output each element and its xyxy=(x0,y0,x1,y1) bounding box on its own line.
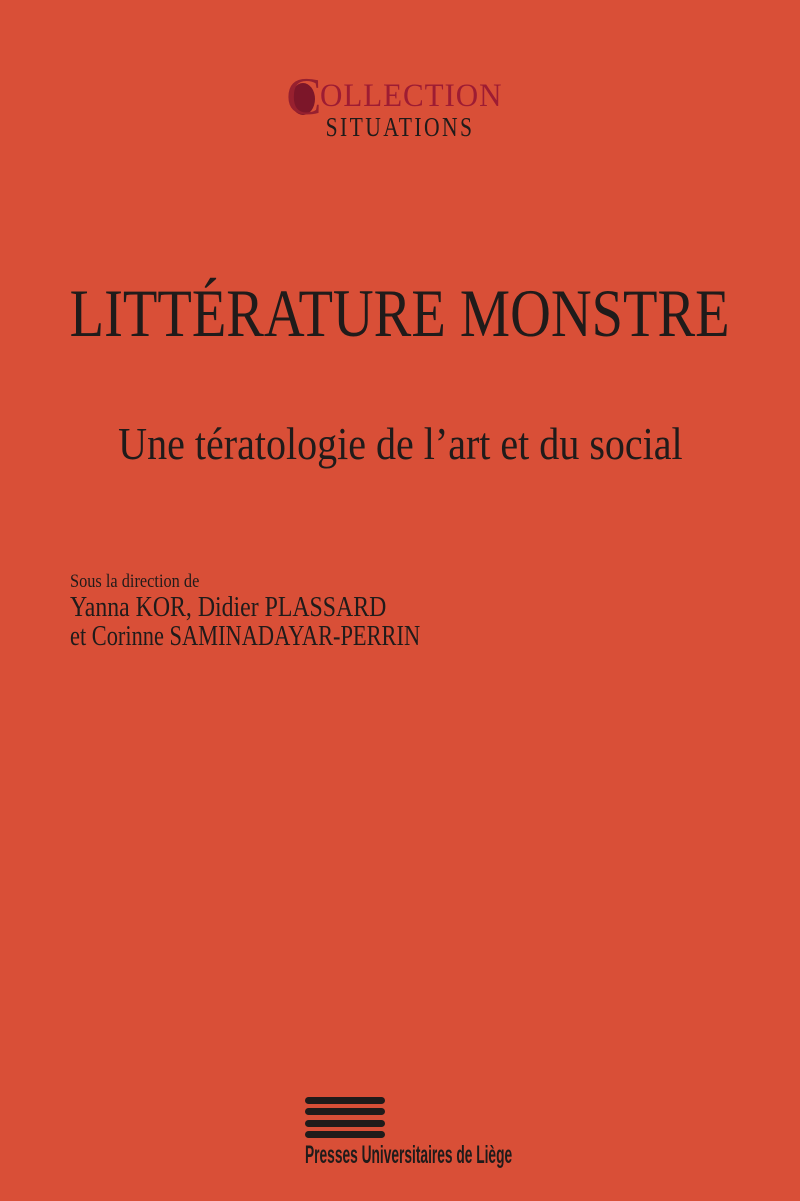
publisher-block xyxy=(305,1097,682,1170)
book-subtitle: Une tératologie de l’art et du social xyxy=(117,418,683,469)
editors-line-1-text: Yanna KOR, Didier PLASSARD xyxy=(70,592,387,623)
four-bars-logo-icon xyxy=(305,1097,682,1138)
editors-intro-text: Sous la direction de xyxy=(70,571,200,592)
editors-intro xyxy=(70,570,508,593)
collection-wordmark xyxy=(286,63,514,126)
logo-bar xyxy=(305,1131,385,1138)
editors-line-2-text: et Corinne SAMINADAYAR-PERRIN xyxy=(70,621,421,652)
collection-mark xyxy=(0,63,800,126)
editors-block xyxy=(70,570,508,651)
series-name-row xyxy=(0,114,800,141)
editors-line-1 xyxy=(70,593,508,622)
series-name: SITUATIONS xyxy=(325,112,475,142)
logo-bar xyxy=(305,1108,385,1115)
editors-line-2 xyxy=(70,622,508,651)
publisher-name-text: Presses Universitaires de Liège xyxy=(305,1141,513,1170)
logo-bar xyxy=(305,1097,385,1104)
title-row xyxy=(0,275,800,351)
collection-initial-letter: C xyxy=(286,68,322,126)
collection-wordmark-rest: OLLECTION xyxy=(319,78,503,114)
subtitle-row xyxy=(0,418,800,469)
logo-bar xyxy=(305,1120,385,1127)
publisher-name xyxy=(305,1142,682,1170)
book-title: LITTÉRATURE MONSTRE xyxy=(69,275,731,351)
